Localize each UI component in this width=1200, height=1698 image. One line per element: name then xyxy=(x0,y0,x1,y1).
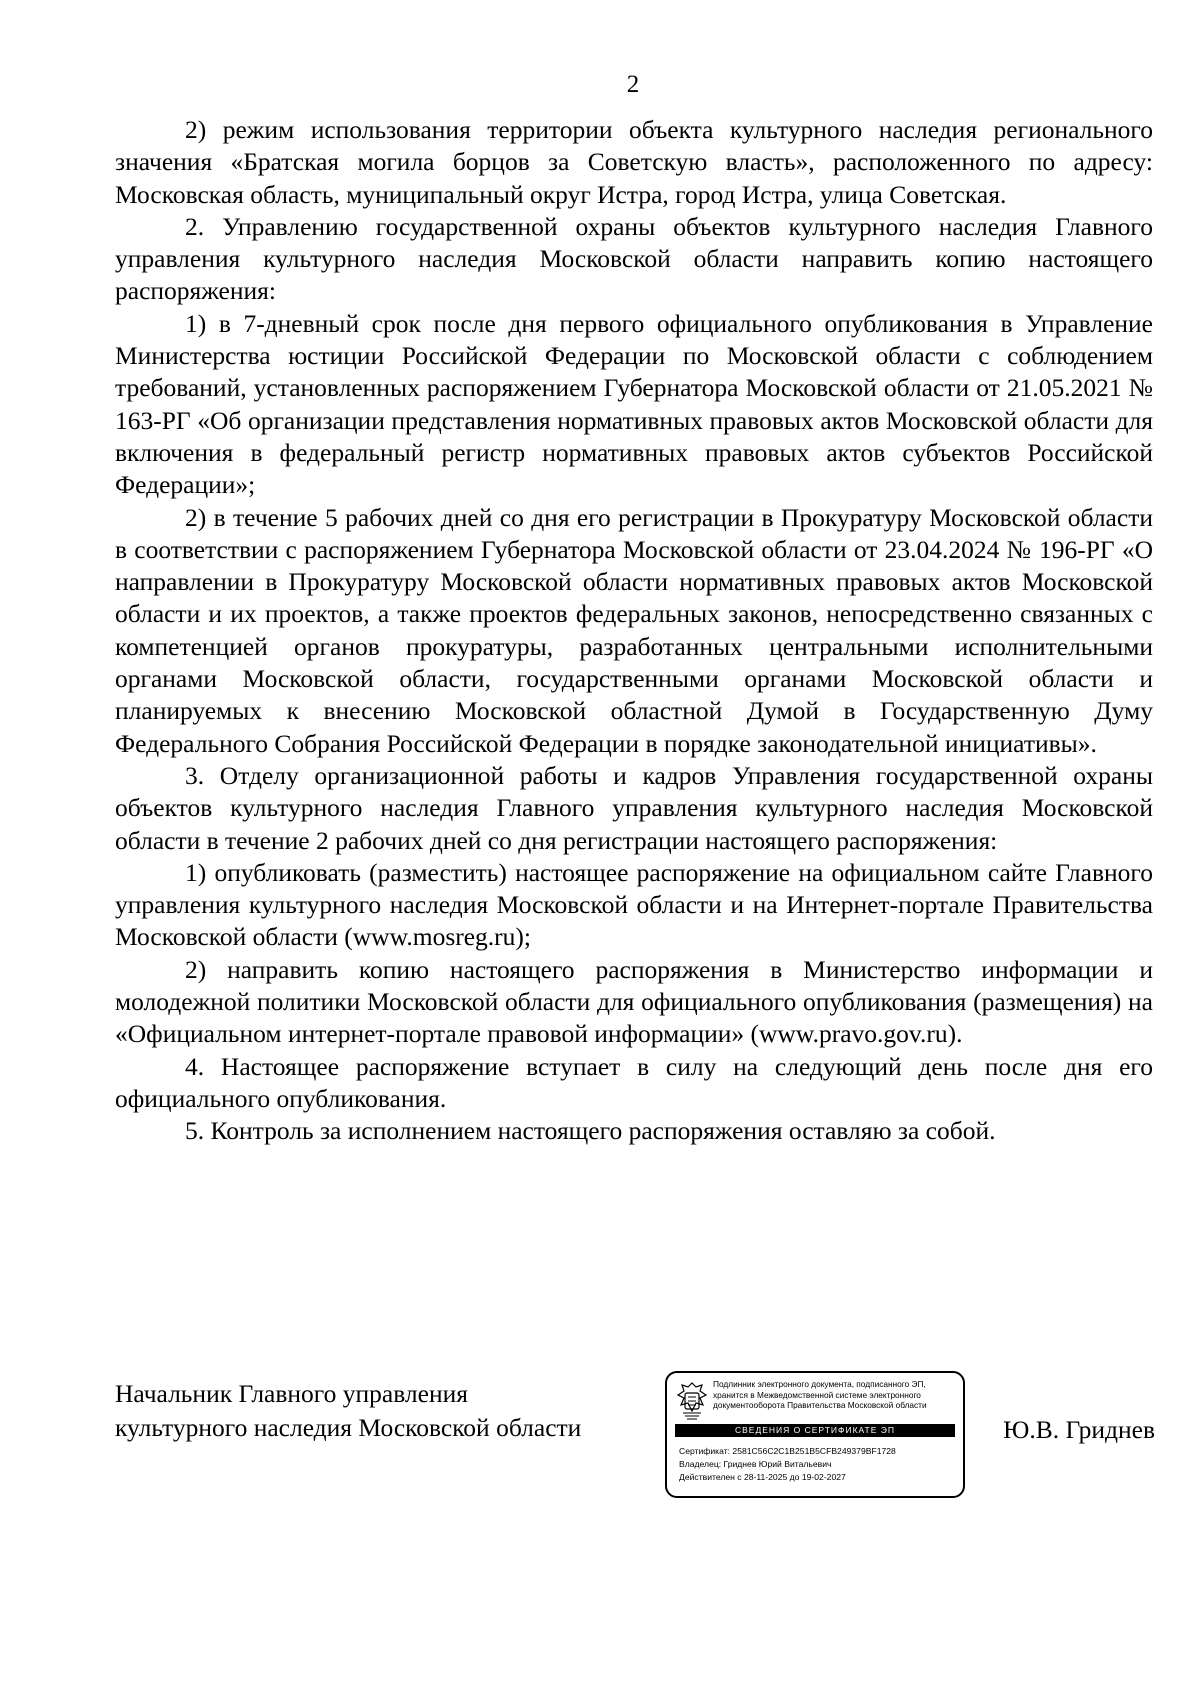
stamp-header: СВЕДЕНИЯ О СЕРТИФИКАТЕ ЭП xyxy=(675,1424,955,1437)
stamp-owner: Владелец: Гриднев Юрий Витальевич xyxy=(679,1459,832,1469)
signature-block xyxy=(115,1377,1155,1497)
signer-name: Ю.В. Гриднев xyxy=(1003,1415,1155,1444)
document-body xyxy=(115,114,1153,1148)
paragraph-5: 5. Контроль за исполнением настоящего распоряжения оставляю за собой. xyxy=(185,1116,996,1146)
electronic-signature-stamp xyxy=(665,1371,965,1498)
paragraph-3-1: 1) опубликовать (разместить) настоящее распоряжение на официальном сайте Главного управления культурного наследия Московской области и на Интернет-портале Правительства Московской области (www.mosreg.ru); xyxy=(115,857,1153,952)
paragraph-3-2: 2) направить копию настоящего распоряжения в Министерство информации и молодежной политики Московской области для официального опубликования (размещения) на «Официальном интернет-портале правовой информации» (www.pravo.gov.ru). xyxy=(115,954,1153,1049)
stamp-validity: Действителен с 28-11-2025 до 19-02-2027 xyxy=(679,1472,846,1482)
coat-of-arms-icon xyxy=(675,1381,709,1421)
stamp-certificate: Сертификат: 2581C56C2C1B251B5CFB249379BF1728 xyxy=(679,1446,896,1456)
paragraph-2-1: 1) в 7-дневный срок после дня первого официального опубликования в Управление Министерства юстиции Российской Федерации по Московской области с соблюдением требований, установленных распоряжением Губернатора Московской области от 21.05.2021 № 163-РГ «Об организации представления нормативных правовых актов Московской области для включения в федеральный регистр нормативных правовых актов субъектов Российской Федерации»; xyxy=(115,308,1153,500)
paragraph-item-2-mode: 2) режим использования территории объекта культурного наследия регионального значения «Братская могила борцов за Советскую власть», расположенного по адресу: Московская область, муниципальный округ Истра, город Истра, улица Советская. xyxy=(115,115,1153,209)
paragraph-2: 2. Управлению государственной охраны объектов культурного наследия Главного управления культурного наследия Московской области направить копию настоящего распоряжения: xyxy=(115,211,1153,306)
paragraph-3: 3. Отделу организационной работы и кадров Управления государственной охраны объектов культурного наследия Главного управления культурного наследия Московской области в течение 2 рабочих дней со дня регистрации настоящего распоряжения: xyxy=(115,760,1153,855)
stamp-note: Подлинник электронного документа, подписанного ЭП, хранится в Межведомственной системе электронного документооборота Правительства Московской области xyxy=(713,1379,927,1411)
signer-position: Начальник Главного управления культурного наследия Московской области xyxy=(115,1379,582,1442)
paragraph-4: 4. Настоящее распоряжение вступает в силу на следующий день после дня его официального опубликования. xyxy=(115,1051,1153,1113)
paragraph-2-2: 2) в течение 5 рабочих дней со дня его регистрации в Прокуратуру Московской области в соответствии с распоряжением Губернатора Московской области от 23.04.2024 № 196-РГ «О направлении в Прокуратуру Московской области нормативных правовых актов Московской области и их проектов, а также проектов федеральных законов, непосредственно связанных с компетенцией органов прокуратуры, разработанных центральными исполнительными органами Московской области, государственными органами Московской области и планируемых к внесению Московской областной Думой в Государственную Думу Федерального Собрания Российской Федерации в порядке законодательной инициативы». xyxy=(115,502,1153,758)
page-number: 2 xyxy=(626,71,640,98)
